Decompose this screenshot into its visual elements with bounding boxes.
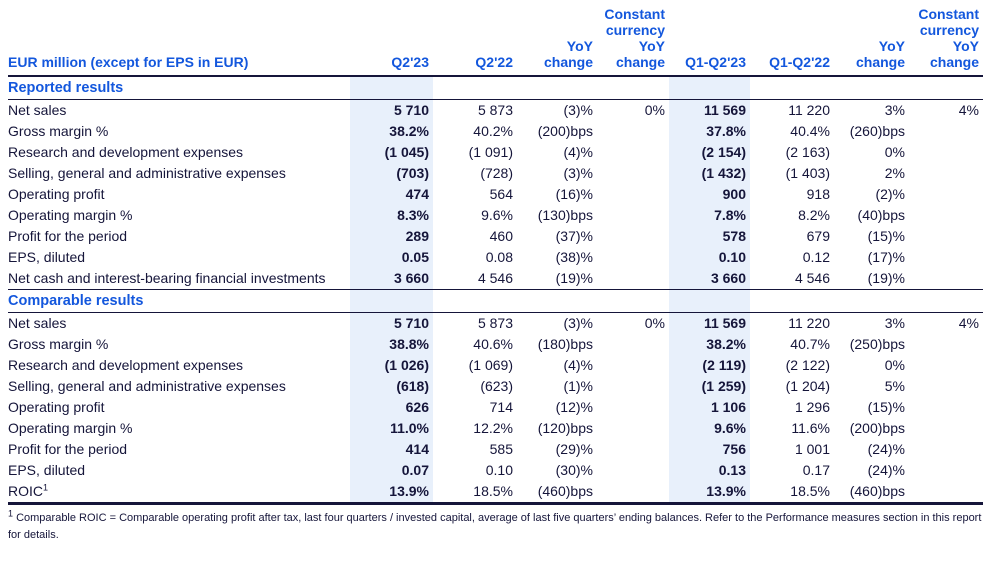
table-cell (909, 142, 983, 163)
section-title: Comparable results (8, 290, 350, 313)
column-header-yoy-change: YoY change (517, 6, 597, 76)
table-cell: (30)% (555, 462, 593, 478)
table-row (8, 460, 983, 481)
table-cell (909, 163, 983, 184)
table-cell: 414 (350, 439, 433, 460)
table-cell (909, 76, 983, 100)
table-cell: 12.2% (473, 420, 513, 436)
table-cell: 18.5% (790, 483, 830, 499)
row-label: Selling, general and administrative expenses (8, 378, 286, 394)
table-cell (597, 247, 669, 268)
table-cell (433, 76, 517, 100)
table-cell: 0.13 (669, 460, 750, 481)
table-cell: (260)bps (849, 123, 905, 139)
row-label: ROIC$^1$ (8, 482, 49, 499)
table-cell: (623) (480, 378, 513, 394)
row-label: Research and development expenses (8, 144, 244, 160)
table-cell: 289 (350, 226, 433, 247)
table-cell: (19)% (834, 268, 909, 290)
table-cell: 756 (669, 439, 750, 460)
table-row (8, 376, 983, 397)
table-cell: 5 873 (477, 315, 513, 331)
table-cell (834, 290, 909, 313)
table-row (8, 439, 983, 460)
row-label: Operating margin % (8, 420, 133, 436)
table-cell: 3 660 (350, 268, 433, 290)
table-cell: 626 (350, 397, 433, 418)
table-cell: 474 (350, 184, 433, 205)
table-cell: 38.2% (669, 334, 750, 355)
table-cell: 0.10 (485, 462, 513, 478)
table-cell: (618) (350, 376, 433, 397)
table-cell: 585 (489, 441, 513, 457)
table-cell: 0% (644, 102, 665, 118)
table-row (8, 334, 983, 355)
table-cell (517, 76, 597, 100)
table-cell: (16)% (555, 186, 593, 202)
table-cell: (4)% (563, 144, 593, 160)
table-cell (834, 76, 909, 100)
table-cell: (4)% (563, 357, 593, 373)
table-cell: 1 001 (794, 441, 830, 457)
row-label: EPS, diluted (8, 462, 86, 478)
table-cell (669, 76, 750, 100)
section-header-row (8, 76, 983, 100)
table-cell: 5 873 (477, 102, 513, 118)
table-cell: 4 546 (433, 268, 517, 290)
table-row (8, 100, 983, 122)
table-cell: (3)% (563, 102, 593, 118)
table-cell: (1)% (563, 378, 593, 394)
table-row (8, 205, 983, 226)
table-row (8, 481, 983, 504)
table-cell: (40)bps (857, 207, 905, 223)
table-cell (597, 439, 669, 460)
table-cell: 8.3% (350, 205, 433, 226)
table-cell: (1 069) (468, 357, 513, 373)
table-cell (597, 376, 669, 397)
table-cell: 11 569 (669, 313, 750, 335)
table-cell (597, 268, 669, 290)
table-cell: (2 154) (669, 142, 750, 163)
table-cell (909, 355, 983, 376)
table-cell: 679 (806, 228, 830, 244)
table-cell: 4% (958, 102, 979, 118)
table-row (8, 163, 983, 184)
table-cell: 460 (489, 228, 513, 244)
row-label: Net sales (8, 102, 67, 118)
table-cell: 1 106 (669, 397, 750, 418)
table-cell: (460)bps (537, 483, 593, 499)
row-label: Selling, general and administrative expenses (8, 165, 286, 181)
column-header-row (8, 6, 983, 76)
table-cell: (3)% (563, 315, 593, 331)
table-cell: 714 (489, 399, 513, 415)
table-cell: (17)% (867, 249, 905, 265)
table-cell: 0% (884, 357, 905, 373)
table-cell: 5 710 (350, 313, 433, 335)
table-cell (909, 376, 983, 397)
table-cell: 7.8% (669, 205, 750, 226)
table-cell: (37)% (555, 228, 593, 244)
row-label: Operating profit (8, 186, 105, 202)
table-cell: 918 (806, 186, 830, 202)
table-cell (909, 397, 983, 418)
table-cell: 40.2% (473, 123, 513, 139)
table-cell: (12)% (555, 399, 593, 415)
table-cell: 18.5% (473, 483, 513, 499)
table-cell: 8.2% (798, 207, 830, 223)
table-cell (597, 205, 669, 226)
table-cell: (19)% (517, 268, 597, 290)
table-cell (909, 205, 983, 226)
table-cell: 0.17 (802, 462, 830, 478)
table-cell (597, 76, 669, 100)
table-cell: (1 026) (350, 355, 433, 376)
table-row (8, 313, 983, 335)
table-cell: 40.4% (790, 123, 830, 139)
row-label: Gross margin % (8, 123, 109, 139)
table-row (8, 121, 983, 142)
table-cell: 13.9% (669, 481, 750, 504)
table-row (8, 397, 983, 418)
table-cell: (24)% (867, 462, 905, 478)
table-cell: 1 296 (794, 399, 830, 415)
table-cell (350, 290, 433, 313)
table-cell (750, 290, 834, 313)
table-cell: 40.6% (473, 336, 513, 352)
table-cell: 4% (958, 315, 979, 331)
table-row (8, 268, 983, 290)
table-row (8, 355, 983, 376)
table-cell (597, 121, 669, 142)
table-cell (750, 76, 834, 100)
table-cell: 3% (884, 315, 905, 331)
table-cell: (180)bps (537, 336, 593, 352)
table-cell: 38.8% (350, 334, 433, 355)
table-cell: 0.12 (802, 249, 830, 265)
table-cell: 0% (644, 315, 665, 331)
table-cell: 9.6% (481, 207, 513, 223)
table-cell (350, 76, 433, 100)
row-label: Net sales (8, 315, 67, 331)
footnote (8, 510, 986, 543)
column-header-q1-q2-23: Q1-Q2'23 (669, 6, 750, 76)
unit-header: EUR million (except for EPS in EUR) (8, 6, 350, 76)
table-cell (597, 460, 669, 481)
column-header-yoy-change-2: YoY change (834, 6, 909, 76)
table-cell: (1 259) (669, 376, 750, 397)
row-label-superscript: 1 (43, 482, 49, 493)
table-cell: (200)bps (849, 420, 905, 436)
table-cell: (1 045) (350, 142, 433, 163)
table-cell: 11 220 (788, 315, 830, 331)
table-cell: 13.9% (350, 481, 433, 504)
table-cell (909, 226, 983, 247)
table-cell: 11 569 (669, 100, 750, 122)
table-cell: 11.6% (791, 420, 830, 436)
table-cell (909, 481, 983, 504)
table-cell (597, 355, 669, 376)
row-label: Profit for the period (8, 228, 128, 244)
table-cell (909, 418, 983, 439)
table-cell: (1 403) (785, 165, 830, 181)
table-cell: (38)% (555, 249, 593, 265)
table-cell: 0.07 (350, 460, 433, 481)
table-cell: 0.10 (669, 247, 750, 268)
table-cell: 4 546 (750, 268, 834, 290)
row-label: EPS, diluted (8, 249, 86, 265)
table-cell: 3 660 (669, 268, 750, 290)
table-cell: (2 119) (669, 355, 750, 376)
table-cell (909, 290, 983, 313)
table-cell (909, 184, 983, 205)
table-cell: 3% (884, 102, 905, 118)
table-cell (597, 142, 669, 163)
table-cell: 0.08 (485, 249, 513, 265)
row-label: Gross margin % (8, 336, 109, 352)
results-table (8, 6, 983, 505)
table-cell: (15)% (867, 228, 905, 244)
table-cell (597, 481, 669, 504)
table-cell (909, 334, 983, 355)
table-cell (517, 290, 597, 313)
table-cell: 11.0% (350, 418, 433, 439)
table-cell: (29)% (555, 441, 593, 457)
table-cell: (728) (480, 165, 513, 181)
table-row (8, 184, 983, 205)
row-label: Net cash and interest-bearing financial investments (8, 268, 350, 290)
footnote-marker: 1 (8, 508, 14, 519)
table-cell: 564 (489, 186, 513, 202)
table-cell: (2 122) (785, 357, 830, 373)
table-cell: (2 163) (785, 144, 830, 160)
table-cell: 38.2% (350, 121, 433, 142)
table-cell: 9.6% (669, 418, 750, 439)
table-cell: (2)% (875, 186, 905, 202)
table-cell: 5% (884, 378, 905, 394)
table-cell: (15)% (867, 399, 905, 415)
table-cell (433, 290, 517, 313)
row-label: Profit for the period (8, 441, 128, 457)
table-body (8, 76, 983, 504)
footnote-text: Comparable ROIC = Comparable operating profit after tax, last four quarters / invested capital, average of last five quarters’ ending balances. Refer to the Performance measures section in this report for details. (8, 512, 982, 541)
table-cell: (1 204) (785, 378, 830, 394)
table-cell: 0.05 (350, 247, 433, 268)
table-cell: 5 710 (350, 100, 433, 122)
row-label: Operating profit (8, 399, 105, 415)
table-cell (909, 247, 983, 268)
table-cell (597, 226, 669, 247)
table-cell: (703) (350, 163, 433, 184)
table-cell: 0% (884, 144, 905, 160)
section-header-row (8, 290, 983, 313)
row-label: Research and development expenses (8, 357, 244, 373)
column-header-q2-22: Q2'22 (433, 6, 517, 76)
table-cell: 37.8% (669, 121, 750, 142)
table-cell (597, 418, 669, 439)
table-cell: 2% (884, 165, 905, 181)
table-cell: (120)bps (537, 420, 593, 436)
column-header-q2-23: Q2'23 (350, 6, 433, 76)
table-row (8, 142, 983, 163)
row-label: Operating margin % (8, 207, 133, 223)
column-header-q1-q2-22: Q1-Q2'22 (750, 6, 834, 76)
table-cell (669, 290, 750, 313)
table-cell (909, 268, 983, 290)
table-cell (597, 163, 669, 184)
table-cell: (1 432) (669, 163, 750, 184)
table-cell: (200)bps (537, 123, 593, 139)
column-header-constant-currency-yoy-change: Constant currency YoY change (597, 6, 669, 76)
table-cell: 11 220 (788, 102, 830, 118)
table-cell (909, 121, 983, 142)
section-title: Reported results (8, 76, 350, 100)
table-cell: 900 (669, 184, 750, 205)
table-row (8, 226, 983, 247)
table-cell: (460)bps (849, 483, 905, 499)
table-cell: (1 091) (468, 144, 513, 160)
table-cell: (250)bps (849, 336, 905, 352)
table-cell (597, 290, 669, 313)
table-cell: (24)% (867, 441, 905, 457)
column-header-constant-currency-yoy-change-2: Constant currency YoY change (909, 6, 983, 76)
table-row (8, 247, 983, 268)
table-row (8, 418, 983, 439)
table-cell: 40.7% (790, 336, 830, 352)
table-cell: (3)% (563, 165, 593, 181)
table-cell (597, 334, 669, 355)
table-cell (597, 184, 669, 205)
table-cell: (130)bps (537, 207, 593, 223)
table-cell (909, 460, 983, 481)
table-cell (597, 397, 669, 418)
table-cell: 578 (669, 226, 750, 247)
table-cell (909, 439, 983, 460)
